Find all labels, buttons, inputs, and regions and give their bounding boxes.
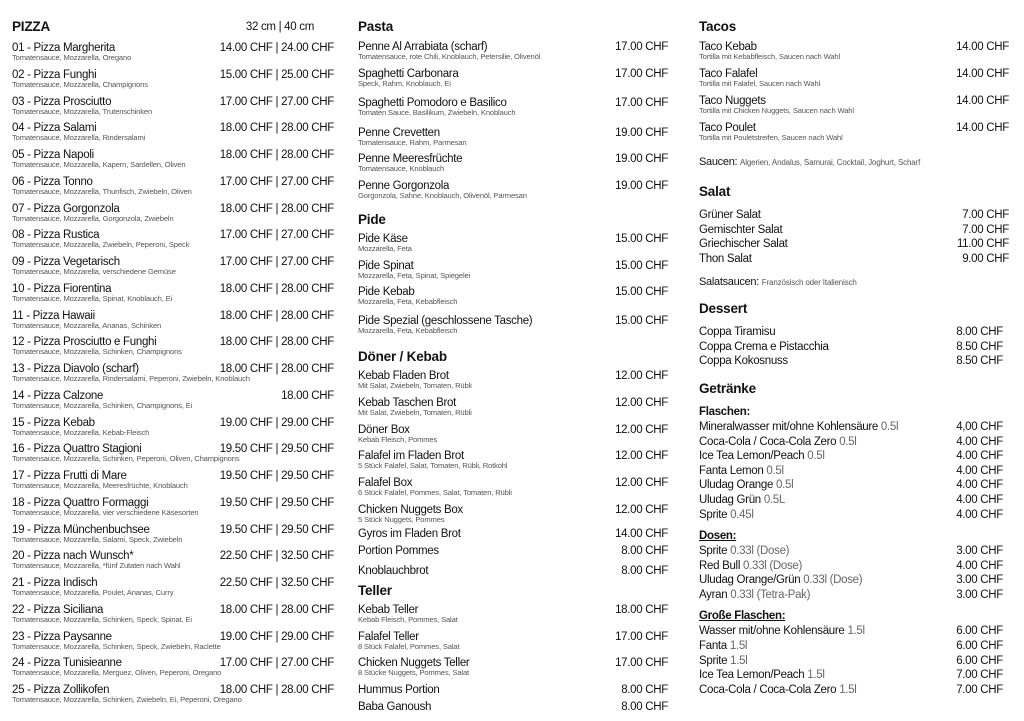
drink-item <box>699 668 825 682</box>
menu-item-description: 8 Stücke Nuggets, Pommes, Salat <box>358 668 469 677</box>
menu-item-price: 15.00 CHF <box>615 260 668 272</box>
menu-item-name: Griechischer Salat <box>699 238 788 250</box>
drink-size: 1.5l <box>839 684 857 696</box>
menu-item-name: 12 - Pizza Prosciutto e Funghi <box>12 336 157 349</box>
drink-size: 0.33l (Tetra-Pak) <box>730 589 811 601</box>
menu-item-name: 11 - Pizza Hawaii <box>12 309 95 322</box>
drink-group-label: Große Flaschen: <box>699 610 786 622</box>
menu-item-name: 03 - Pizza Prosciutto <box>12 95 112 108</box>
menu-item-name: 19 - Pizza Münchenbuchsee <box>12 523 150 536</box>
menu-item-description: Tomatensauce, Mozzarella, Zwiebeln, Peperoni, Speck <box>12 240 190 250</box>
drink-price: 6.00 CHF <box>956 625 1003 637</box>
menu-item-description: Mit Salat, Zwiebeln, Tomaten, Rübli <box>358 408 472 417</box>
menu-item-description: Tomatensauce, Mozzarella, Kebab-Fleisch <box>12 427 150 437</box>
menu-item-description: Mozzarella, Feta, Spinat, Spiegelei <box>358 271 471 280</box>
menu-item-description: Tortilla mit Kebabfleisch, Saucen nach Wahl <box>699 52 840 61</box>
drink-name: Uludag Orange/Grün <box>699 574 801 586</box>
drink-name: Coca-Cola / Coca-Cola Zero <box>699 684 837 696</box>
menu-item-price: 17.00 CHF <box>615 657 668 669</box>
menu-item-name: Gemischter Salat <box>699 224 783 236</box>
drink-price: 3.00 CHF <box>956 545 1003 557</box>
menu-item-description: 6 Stück Falafel, Pommes, Salat, Tomaten, Rübli <box>358 488 512 497</box>
menu-item-name: 21 - Pizza Indisch <box>12 577 98 589</box>
menu-item-name: Kebab Fladen Brot <box>358 370 449 382</box>
menu-item-description: Mozzarella, Feta <box>358 244 412 253</box>
menu-item-price: 8.00 CHF <box>621 701 668 713</box>
menu-item-price: 19.00 CHF <box>615 153 668 165</box>
drink-name: Fanta <box>699 640 727 652</box>
drink-size: 0.33l (Dose) <box>742 560 803 572</box>
menu-item-description: Tomatensauce, Mozzarella, Thunfisch, Zwiebeln, Oliven <box>12 186 192 196</box>
menu-item-name: Penne Crevetten <box>358 127 440 139</box>
drink-name: Uludag Grün <box>699 494 761 506</box>
menu-item-name: 18 - Pizza Quattro Formaggi <box>12 496 149 509</box>
drink-item <box>699 435 857 449</box>
menu-item-description: Tomatensauce, Mozzarella, Schinken, Speck, Zwiebeln, Raclette <box>12 641 221 651</box>
menu-item-name: Chicken Nuggets Box <box>358 504 463 516</box>
menu-item-price: 8.00 CHF <box>621 545 668 557</box>
menu-item-price: 18.00 CHF <box>281 389 334 402</box>
note-label: Salatsaucen: <box>699 276 759 288</box>
menu-item-name: 25 - Pizza Zollikofen <box>12 684 110 696</box>
drink-size: 1.5l <box>847 625 865 637</box>
menu-item-name: Baba Ganoush <box>358 701 432 713</box>
menu-item-price: 19.00 CHF <box>615 180 668 192</box>
menu-item-name: 04 - Pizza Salami <box>12 122 97 135</box>
section-note-tacos <box>699 155 920 169</box>
menu-item-description: Mozzarella, Feta, Kebabfleisch <box>358 297 458 306</box>
menu-item-price: 17.00 CHF <box>615 97 668 109</box>
drink-name: Uludag Orange <box>699 479 774 491</box>
drink-name: Coca-Cola / Coca-Cola Zero <box>699 436 837 448</box>
menu-item-name: Hummus Portion <box>358 684 440 696</box>
menu-item-name: Falafel Box <box>358 477 413 489</box>
menu-item-price: 12.00 CHF <box>615 370 668 382</box>
drink-name: Mineralwasser mit/ohne Kohlensäure <box>699 421 879 433</box>
menu-item-name: Coppa Kokosnuss <box>699 355 788 367</box>
menu-item-price: 18.00 CHF | 28.00 CHF <box>219 122 334 135</box>
menu-item-description: Tomatensauce, Mozzarella, Meeresfrüchte, Knoblauch <box>12 481 188 490</box>
menu-item-name: 06 - Pizza Tonno <box>12 175 93 188</box>
section-title-doener: Döner / Kebab <box>358 349 447 364</box>
menu-item-price: 17.00 CHF <box>615 631 668 643</box>
menu-item-name: Coppa Crema e Pistacchia <box>699 341 829 353</box>
menu-item-price: 19.00 CHF | 29.00 CHF <box>219 416 334 429</box>
menu-item-name: 09 - Pizza Vegetarisch <box>12 256 120 268</box>
menu-item-name: 16 - Pizza Quattro Stagioni <box>12 443 142 456</box>
drink-price: 4.00 CHF <box>956 494 1003 506</box>
menu-item-name: Pide Käse <box>358 233 408 245</box>
menu-item-description: Tomaten Sauce, Basilikum, Zwiebeln, Knoblauch <box>358 108 516 117</box>
menu-item-name: 24 - Pizza Tunisieanne <box>12 657 122 670</box>
menu-item-name: 20 - Pizza nach Wunsch* <box>12 550 134 563</box>
drink-price: 4.00 CHF <box>956 560 1003 572</box>
menu-item-name: Pide Spezial (geschlossene Tasche) <box>358 315 533 327</box>
menu-item-name: 08 - Pizza Rustica <box>12 229 100 242</box>
drink-size: 0.5l <box>807 450 825 462</box>
menu-item-name: Grüner Salat <box>699 209 761 221</box>
menu-item-description: Tortilla mit Pouletstreifen, Saucen nach Wahl <box>699 133 843 142</box>
drink-item <box>699 683 857 697</box>
menu-item-price: 19.00 CHF | 29.00 CHF <box>219 630 334 643</box>
menu-item-name: Taco Poulet <box>699 122 756 134</box>
menu-item-description: Gorgonzola, Sahne, Knoblauch, Olivenöl, Parmesan <box>358 191 527 200</box>
menu-item-name: Pide Spinat <box>358 260 414 272</box>
menu-item-price: 11.00 CHF <box>956 238 1009 250</box>
menu-item-price: 14.00 CHF | 24.00 CHF <box>219 42 334 54</box>
menu-item-name: 17 - Pizza Frutti di Mare <box>12 470 127 482</box>
menu-item-price: 14.00 CHF <box>956 41 1009 53</box>
section-title-tacos: Tacos <box>699 19 737 34</box>
menu-item-description: Kebab Fleisch, Pommes <box>358 435 438 444</box>
menu-item-name: Chicken Nuggets Teller <box>358 657 470 669</box>
drink-item <box>699 559 802 573</box>
menu-item-price: 18.00 CHF | 28.00 CHF <box>219 309 334 322</box>
drink-size: 0.33l (Dose) <box>803 574 863 586</box>
menu-item-price: 8.00 CHF <box>956 326 1003 338</box>
drink-item <box>699 493 785 507</box>
menu-item-description: Tomatensauce, Mozzarella, Merguez, Oliven, Peperoni, Oregano <box>12 668 222 678</box>
menu-item-description: Tomatensauce, Mozzarella, Schinken, Champignons, Ei <box>12 400 193 410</box>
menu-item-price: 8.50 CHF <box>956 355 1003 367</box>
drink-price: 6.00 CHF <box>956 640 1003 652</box>
menu-item-description: Kebab Fleisch, Pommes, Salat <box>358 615 458 624</box>
menu-item-price: 17.00 CHF <box>615 41 668 53</box>
menu-item-description: Tortilla mit Chicken Nuggets, Saucen nach Wahl <box>699 106 854 115</box>
note-text: Französisch oder Italienisch <box>761 278 857 287</box>
menu-item-price: 8.00 CHF <box>621 684 668 696</box>
section-note-salat <box>699 275 857 289</box>
menu-item-price: 19.50 CHF | 29.50 CHF <box>219 470 334 482</box>
drink-size: 0.5l <box>776 479 794 491</box>
menu-item-name: Knoblauchbrot <box>358 565 429 577</box>
drink-price: 4.00 CHF <box>956 509 1003 521</box>
menu-item-price: 14.00 CHF <box>615 528 668 540</box>
menu-item-name: Gyros im Fladen Brot <box>358 528 461 540</box>
menu-item-price: 19.00 CHF <box>615 127 668 139</box>
drink-price: 4.00 CHF <box>956 436 1003 448</box>
drink-price: 6.00 CHF <box>956 655 1003 667</box>
menu-item-price: 15.00 CHF <box>615 233 668 245</box>
menu-item-price: 7.00 CHF <box>962 209 1009 221</box>
menu-item-name: 23 - Pizza Paysanne <box>12 630 112 643</box>
menu-item-name: Kebab Taschen Brot <box>358 397 456 409</box>
menu-item-price: 18.00 CHF | 28.00 CHF <box>219 282 334 295</box>
drink-name: Ice Tea Lemon/Peach <box>699 450 805 462</box>
menu-item-name: 15 - Pizza Kebab <box>12 416 95 429</box>
section-title-salat: Salat <box>699 184 731 199</box>
menu-item-description: Tomatensauce, Mozzarella, Schinken, Speck, Spinat, Ei <box>12 614 192 624</box>
menu-item-description: Tomatensauce, Mozzarella, Champignons <box>12 79 148 89</box>
drink-price: 4.00 CHF <box>956 479 1003 491</box>
menu-item-name: Spaghetti Pomodoro e Basilico <box>358 97 507 109</box>
drink-price: 4.00 CHF <box>956 465 1003 477</box>
drink-price: 7.00 CHF <box>956 684 1003 696</box>
drink-item <box>699 544 789 558</box>
menu-item-price: 17.00 CHF | 27.00 CHF <box>219 95 334 108</box>
drink-name: Red Bull <box>699 560 741 572</box>
menu-item-price: 15.00 CHF <box>615 286 668 298</box>
menu-item-price: 17.00 CHF | 27.00 CHF <box>219 657 334 670</box>
menu-item-price: 12.00 CHF <box>615 477 668 489</box>
menu-item-name: 22 - Pizza Siciliana <box>12 603 104 616</box>
menu-item-name: Thon Salat <box>699 253 752 265</box>
drink-name: Ice Tea Lemon/Peach <box>699 669 805 681</box>
section-title-dessert: Dessert <box>699 301 748 316</box>
menu-item-description: Tomatensauce, Mozzarella, Schinken, Zwiebeln, Ei, Peperoni, Oregano <box>12 695 242 704</box>
drink-size: 0.33l (Dose) <box>730 545 790 557</box>
menu-item-name: Döner Box <box>358 424 410 436</box>
drink-name: Sprite <box>699 509 728 521</box>
section-title-pide: Pide <box>358 212 386 227</box>
menu-item-name: 02 - Pizza Funghi <box>12 68 97 81</box>
note-text: Algerien, Andalus, Samurai, Cocktail, Joghurt, Scharf <box>740 158 921 167</box>
menu-item-description: Tortilla mit Falafel, Saucen nach Wahl <box>699 79 821 88</box>
drink-item <box>699 654 748 668</box>
menu-item-price: 18.00 CHF | 28.00 CHF <box>219 363 334 375</box>
drink-name: Wasser mit/ohne Kohlensäure <box>699 625 845 637</box>
menu-item-name: 10 - Pizza Fiorentina <box>12 282 112 295</box>
menu-item-name: Falafel im Fladen Brot <box>358 450 464 462</box>
drink-size: 1.5l <box>807 669 825 681</box>
menu-item-name: Penne Gorgonzola <box>358 180 450 192</box>
menu-item-price: 7.00 CHF <box>962 224 1009 236</box>
menu-item-name: Portion Pommes <box>358 545 439 557</box>
menu-item-name: Penne Meeresfrüchte <box>358 153 463 165</box>
menu-item-description: Tomatensauce, Mozzarella, Rindersalami, Peperoni, Zwiebeln, Knoblauch <box>12 374 250 383</box>
menu-item-description: Tomatensauce, Mozzarella, Salami, Speck, Zwiebeln <box>12 534 183 544</box>
menu-item-description: Tomatensauce, Mozzarella, Rindersalami <box>12 133 146 143</box>
menu-item-name: Coppa Tiramisu <box>699 326 776 338</box>
menu-item-price: 19.50 CHF | 29.50 CHF <box>219 443 334 456</box>
drink-size: 1.5l <box>729 640 748 652</box>
menu-item-name: Taco Kebab <box>699 41 757 53</box>
menu-item-description: Tomatensauce, Mozzarella, Kapern, Sardellen, Oliven <box>12 160 186 169</box>
section-title-teller: Teller <box>358 583 392 598</box>
menu-item-price: 22.50 CHF | 32.50 CHF <box>219 550 334 563</box>
menu-item-description: Tomatensauce, Mozzarella, Trutenschinken <box>12 106 153 116</box>
drink-size: 1.5l <box>730 655 748 667</box>
menu-item-price: 14.00 CHF <box>956 122 1009 134</box>
note-label: Saucen: <box>699 156 738 168</box>
menu-item-price: 18.00 CHF | 28.00 CHF <box>219 603 334 616</box>
menu-item-price: 19.50 CHF | 29.50 CHF <box>219 523 334 536</box>
drink-name: Ayran <box>699 589 728 601</box>
menu-item-description: Tomatensauce, Mozzarella, *fünf Zutaten nach Wahl <box>12 561 181 571</box>
menu-item-description: Tomatensauce, rote Chili, Knoblauch, Petersilie, Olivenöl <box>358 52 541 61</box>
drink-price: 4,00 CHF <box>956 421 1003 433</box>
menu-item-description: Tomatensauce, Mozzarella, Spinat, Knoblauch, Ei <box>12 293 173 303</box>
menu-item-name: 01 - Pizza Margherita <box>12 42 115 54</box>
menu-item-price: 18.00 CHF | 28.00 CHF <box>219 149 334 161</box>
drink-size: 0.5l <box>766 465 784 477</box>
drink-item <box>699 588 810 602</box>
menu-item-description: 5 Stück Falafel, Salat, Tomaten, Rübli, Rotkohl <box>358 461 508 470</box>
menu-item-description: Tomatensauce, Mozzarella, Ananas, Schinken <box>12 320 162 330</box>
drink-price: 3.00 CHF <box>956 574 1003 586</box>
menu-item-price: 17.00 CHF | 27.00 CHF <box>219 175 334 188</box>
menu-item-name: 14 - Pizza Calzone <box>12 389 104 402</box>
menu-item-price: 8.00 CHF <box>621 565 668 577</box>
drink-size: 0.5L <box>763 494 785 506</box>
drink-size: 0.5l <box>839 436 857 448</box>
drink-item <box>699 624 865 638</box>
menu-item-price: 15.00 CHF <box>615 315 668 327</box>
menu-item-description: Tomatensauce, Mozzarella, Oregano <box>12 53 132 62</box>
drink-name: Sprite <box>699 655 728 667</box>
menu-item-price: 12.00 CHF <box>615 504 668 516</box>
menu-item-price: 17.00 CHF <box>615 68 668 80</box>
menu-item-name: 05 - Pizza Napoli <box>12 149 94 161</box>
menu-item-price: 18.00 CHF | 28.00 CHF <box>219 202 334 215</box>
section-title-pizza: PIZZA <box>12 19 50 34</box>
menu-item-price: 18.00 CHF | 28.00 CHF <box>219 684 334 696</box>
menu-item-price: 12.00 CHF <box>615 424 668 436</box>
menu-item-description: Tomatensauce, Mozzarella, Poulet, Ananas, Curry <box>12 588 174 597</box>
menu-item-price: 17.00 CHF | 27.00 CHF <box>219 229 334 242</box>
menu-item-description: Speck, Rahm, Knoblauch, Ei <box>358 79 451 88</box>
menu-item-name: Penne Al Arrabiata (scharf) <box>358 41 488 53</box>
menu-item-description: Tomatensauce, Mozzarella, verschiedene Gemüse <box>12 267 176 276</box>
drink-price: 7.00 CHF <box>956 669 1003 681</box>
menu-item-description: Tomatensauce, Mozzarella, vier verschiedene Käsesorten <box>12 507 199 517</box>
drink-item <box>699 449 825 463</box>
menu-item-name: 07 - Pizza Gorgonzola <box>12 202 120 215</box>
menu-item-name: Kebab Teller <box>358 604 419 616</box>
menu-item-description: Tomatensauce, Mozzarella, Schinken, Peperoni, Oliven, Champignons <box>12 454 240 464</box>
drink-item <box>699 573 862 587</box>
menu-item-description: Tomatensauce, Knoblauch <box>358 164 445 173</box>
menu-item-description: 5 Stück Nuggets, Pommes <box>358 515 445 524</box>
menu-item-price: 12.00 CHF <box>615 397 668 409</box>
menu-item-name: Taco Nuggets <box>699 95 766 107</box>
drink-price: 3.00 CHF <box>956 589 1003 601</box>
drink-name: Fanta Lemon <box>699 465 764 477</box>
drink-name: Sprite <box>699 545 728 557</box>
menu-item-price: 15.00 CHF | 25.00 CHF <box>219 68 334 81</box>
drink-item <box>699 639 747 653</box>
menu-item-name: Taco Falafel <box>699 68 758 80</box>
section-title-getraenke: Getränke <box>699 381 756 396</box>
menu-item-description: Tomatensauce, Mozzarella, Schinken, Champignons <box>12 347 182 357</box>
drink-item <box>699 508 754 522</box>
drink-size: 0.5l <box>880 421 899 433</box>
menu-item-name: 13 - Pizza Diavolo (scharf) <box>12 363 139 375</box>
menu-item-price: 14.00 CHF <box>956 95 1009 107</box>
menu-item-description: Mozzarella, Feta, Kebabfleisch <box>358 326 458 335</box>
menu-item-description: Mit Salat, Zwiebeln, Tomaten, Rübli <box>358 381 472 390</box>
menu-item-description: Tomatensauce, Mozzarella, Gorgonzola, Zwiebeln <box>12 213 174 223</box>
drink-item <box>699 464 784 478</box>
drink-group-label: Flaschen: <box>699 406 750 418</box>
menu-item-price: 14.00 CHF <box>956 68 1009 80</box>
drink-price: 4.00 CHF <box>956 450 1003 462</box>
menu-item-price: 22.50 CHF | 32.50 CHF <box>219 577 334 589</box>
menu-item-name: Falafel Teller <box>358 631 419 643</box>
menu-item-name: Pide Kebab <box>358 286 415 298</box>
menu-item-description: 8 Stück Falafel, Pommes, Salat <box>358 642 460 651</box>
menu-item-price: 19.50 CHF | 29.50 CHF <box>219 496 334 509</box>
menu-item-price: 12.00 CHF <box>615 450 668 462</box>
pizza-size-header: 32 cm | 40 cm <box>245 21 314 33</box>
menu-item-name: Spaghetti Carbonara <box>358 68 459 80</box>
drink-item <box>699 478 793 492</box>
menu-item-price: 9.00 CHF <box>962 253 1009 265</box>
drink-size: 0.45l <box>730 509 754 521</box>
menu-item-price: 17.00 CHF | 27.00 CHF <box>219 256 334 268</box>
menu-item-description: Tomatensauce, Rahm, Parmesan <box>358 138 467 147</box>
section-title-pasta: Pasta <box>358 19 394 34</box>
menu-item-price: 8.50 CHF <box>956 341 1003 353</box>
drink-item <box>699 420 898 434</box>
menu-item-price: 18.00 CHF <box>615 604 668 616</box>
drink-group-label: Dosen: <box>699 530 737 542</box>
menu-item-price: 18.00 CHF | 28.00 CHF <box>219 336 334 349</box>
